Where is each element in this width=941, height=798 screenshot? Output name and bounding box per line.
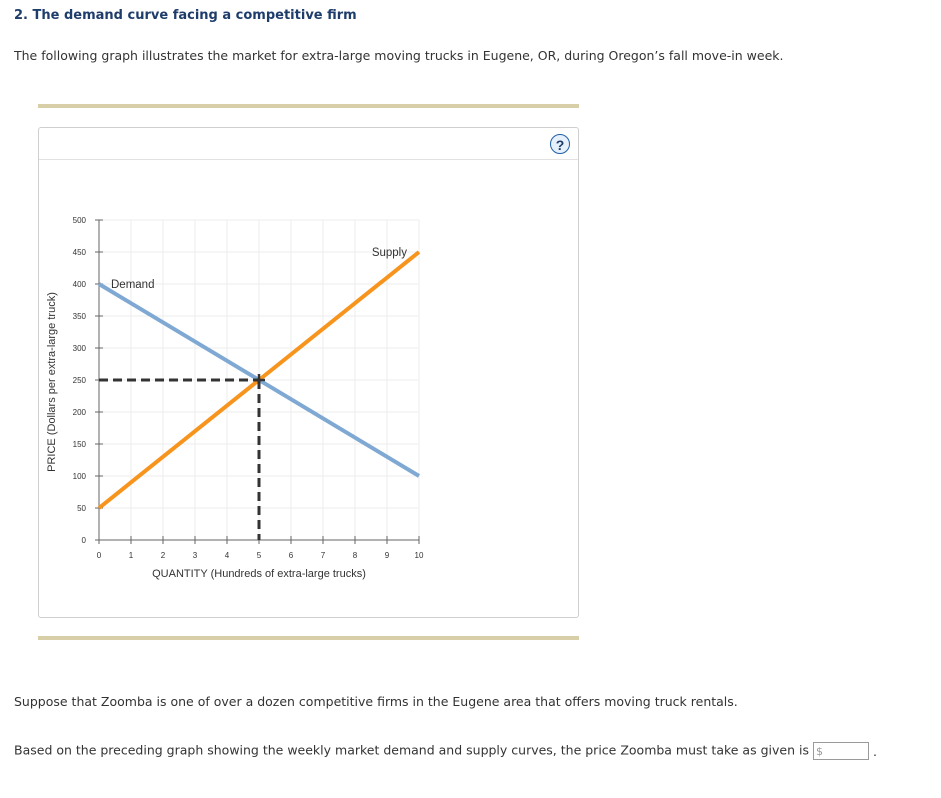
x-tick-label: 0 <box>96 551 102 560</box>
x-axis-title: QUANTITY (Hundreds of extra-large trucks) <box>152 568 366 580</box>
y-tick-label: 50 <box>77 504 86 513</box>
price-answer-field[interactable] <box>813 742 869 760</box>
x-tick-label: 6 <box>288 551 294 560</box>
answer-period: . <box>872 743 877 759</box>
supply-label: Supply <box>371 247 407 259</box>
y-axis-title: PRICE (Dollars per extra-large truck) <box>46 292 58 472</box>
y-tick-label: 0 <box>81 536 86 545</box>
x-tick-label: 8 <box>352 551 358 560</box>
x-tick-label: 4 <box>224 551 230 560</box>
x-tick-label: 2 <box>160 551 166 560</box>
y-tick-label: 150 <box>72 440 86 449</box>
y-tick-label: 200 <box>72 408 86 417</box>
x-tick-label: 10 <box>414 551 424 560</box>
y-tick-label: 350 <box>72 312 86 321</box>
x-tick-label: 9 <box>384 551 390 560</box>
question-intro: The following graph illustrates the market for extra-large moving trucks in Eugene, OR, during Oregon’s fall move-in week. <box>14 48 784 63</box>
y-tick-label: 250 <box>72 376 86 385</box>
y-tick-label: 450 <box>72 248 86 257</box>
x-tick-label: 5 <box>256 551 262 560</box>
y-tick-label: 300 <box>72 344 86 353</box>
x-tick-label: 3 <box>192 551 198 560</box>
y-tick-label: 400 <box>72 280 86 289</box>
question-title: 2. The demand curve facing a competitive firm <box>14 8 357 23</box>
help-icon[interactable]: ? <box>550 134 570 154</box>
price-answer-input[interactable] <box>823 744 863 758</box>
x-tick-label: 1 <box>128 551 134 560</box>
y-tick-label: 500 <box>72 216 86 225</box>
answer-prompt-text: Based on the preceding graph showing the weekly market demand and supply curves, the price Zoomba must take as given is <box>14 742 809 758</box>
y-tick-label: 100 <box>72 472 86 481</box>
demand-label: Demand <box>111 279 155 291</box>
answer-prompt <box>14 742 877 760</box>
x-tick-label: 7 <box>320 551 326 560</box>
scenario-text: Suppose that Zoomba is one of over a dozen competitive firms in the Eugene area that offers moving truck rentals. <box>14 694 738 709</box>
bottom-divider <box>38 636 579 640</box>
dollar-sign: $ <box>815 744 823 758</box>
